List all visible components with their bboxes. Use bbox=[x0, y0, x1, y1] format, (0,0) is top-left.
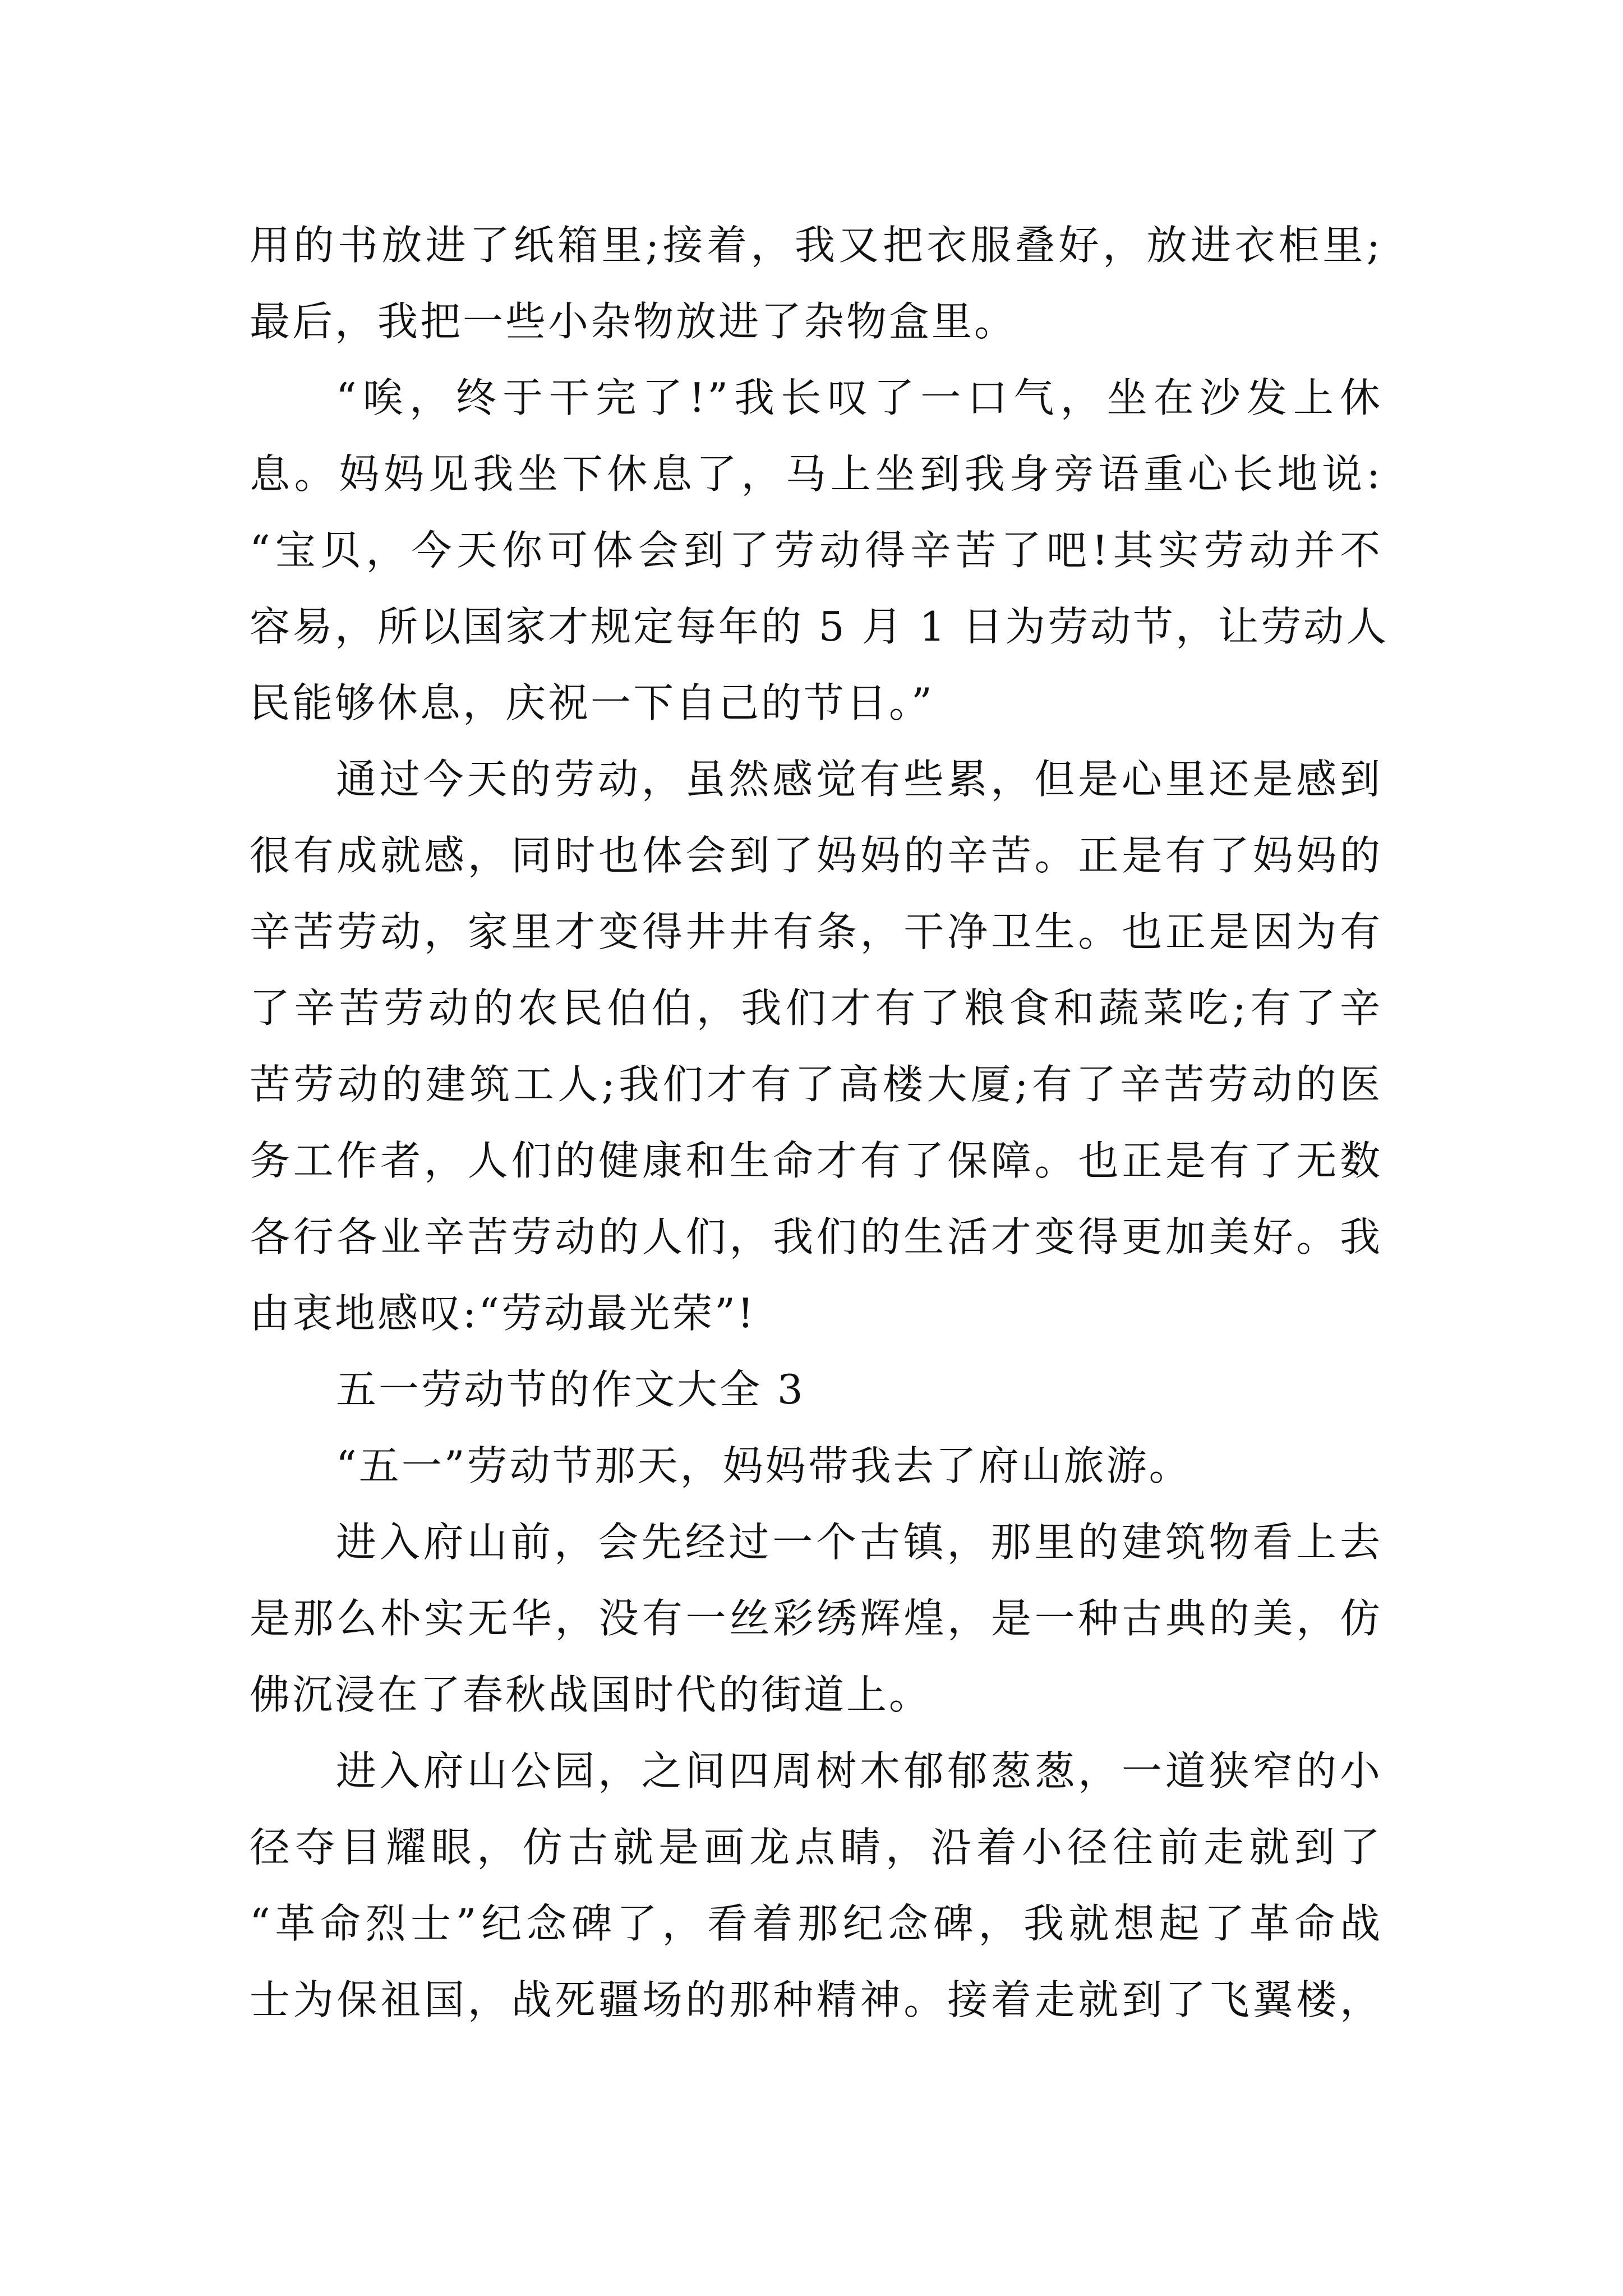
text-line: “宝贝，今天你可体会到了劳动得辛苦了吧!其实劳动并不 bbox=[250, 527, 1382, 574]
text-line: 是那么朴实无华，没有一丝彩绣辉煌，是一种古典的美，仿 bbox=[250, 1595, 1382, 1642]
text-line: “五一”劳动节那天，妈妈带我去了府山旅游。 bbox=[336, 1442, 1192, 1489]
text-line: 用的书放进了纸箱里;接着，我又把衣服叠好，放进衣柜里; bbox=[250, 222, 1382, 269]
text-line: 士为保祖国，战死疆场的那种精神。接着走就到了飞翼楼， bbox=[250, 1976, 1382, 2023]
text-line: 息。妈妈见我坐下休息了，马上坐到我身旁语重心长地说: bbox=[250, 450, 1382, 498]
text-line: 苦劳动的建筑工人;我们才有了高楼大厦;有了辛苦劳动的医 bbox=[250, 1061, 1382, 1108]
text-line: 由衷地感叹:“劳动最光荣”! bbox=[250, 1290, 756, 1337]
text-line: 通过今天的劳动，虽然感觉有些累，但是心里还是感到 bbox=[336, 756, 1382, 803]
text-line: 辛苦劳动，家里才变得井井有条，干净卫生。也正是因为有 bbox=[250, 908, 1382, 955]
text-line: 最后，我把一些小杂物放进了杂物盒里。 bbox=[250, 298, 1017, 345]
text-line: 佛沉浸在了春秋战国时代的街道上。 bbox=[250, 1671, 932, 1718]
text-line: 进入府山公园，之间四周树木郁郁葱葱，一道狭窄的小 bbox=[336, 1747, 1382, 1795]
text-line: 民能够休息，庆祝一下自己的节日。” bbox=[250, 679, 934, 726]
text-line: 进入府山前，会先经过一个古镇，那里的建筑物看上去 bbox=[336, 1519, 1382, 1566]
text-line: 很有成就感，同时也体会到了妈妈的辛苦。正是有了妈妈的 bbox=[250, 832, 1382, 879]
section-heading: 五一劳动节的作文大全 3 bbox=[336, 1366, 805, 1413]
text-line: 了辛苦劳动的农民伯伯，我们才有了粮食和蔬菜吃;有了辛 bbox=[250, 984, 1382, 1032]
text-line: 务工作者，人们的健康和生命才有了保障。也正是有了无数 bbox=[250, 1137, 1382, 1184]
text-line: “唉，终于干完了!”我长叹了一口气，坐在沙发上休 bbox=[336, 374, 1382, 421]
text-line: 各行各业辛苦劳动的人们，我们的生活才变得更加美好。我 bbox=[250, 1213, 1382, 1260]
text-line: 径夺目耀眼，仿古就是画龙点睛，沿着小径往前走就到了 bbox=[250, 1824, 1382, 1871]
text-line: “革命烈士”纪念碑了，看着那纪念碑，我就想起了革命战 bbox=[250, 1900, 1382, 1947]
text-line: 容易，所以国家才规定每年的 5 月 1 日为劳动节，让劳动人 bbox=[250, 603, 1389, 650]
